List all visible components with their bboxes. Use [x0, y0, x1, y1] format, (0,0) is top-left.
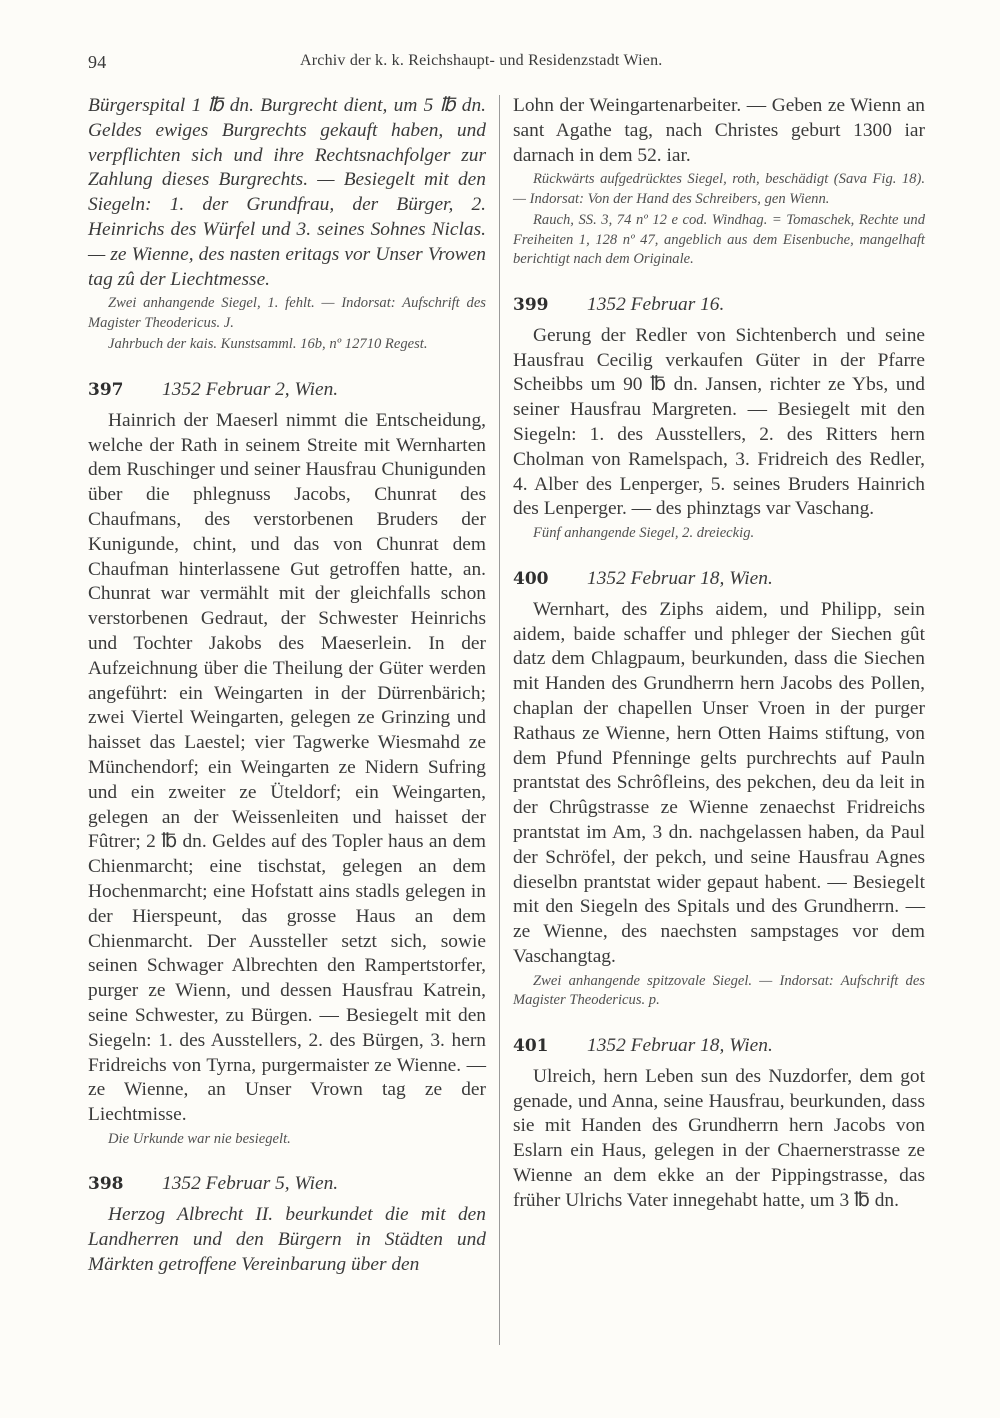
entry-399-note: Fünf anhangende Siegel, 2. dreieckig.	[533, 525, 755, 542]
entry-398-text: Herzog Albrecht II. beurkundet die mit den Landherren und den Bürgern in Städten und Märkten getroffene Vereinbarung über den	[88, 1204, 486, 1276]
entry-401-heading	[513, 1033, 925, 1059]
entry-date: 1352 Februar 16.	[587, 293, 725, 315]
entry-number: 398	[88, 1174, 124, 1195]
entry-number: 400	[513, 568, 549, 589]
running-title: Archiv der k. k. Reichshaupt- und Residenzstadt Wien.	[300, 52, 663, 69]
seal-note: Rückwärts aufgedrücktes Siegel, roth, beschädigt (Sava Fig. 18). — Indorsat: Von der Hand des Schreibers, gen Wienn.	[513, 171, 925, 207]
entry-399-text: Gerung der Redler von Sichtenberch und seine Hausfrau Cecilig verkaufen Güter in der Pfarre Scheibbs um 90 ℔ dn. Jansen, richter ze Ybs, und seiner Hausfrau Margreten. — Besiegelt mit den Siegeln: 1. des Ausstellers, 2. des Ritters hern Cholman von Ramelspach, 3. Fridreich des Redler, 4. Alber des Lenperger, 5. seines Bruders Hainrich des Lenperger. — des phinztags var Vaschang.	[513, 324, 925, 520]
entry-399-heading	[513, 292, 925, 318]
entry-401-text: Ulreich, hern Leben sun des Nuzdorfer, dem got genade, und Anna, seine Hausfrau, beurkunden, dass sie mit Handen des Grundherrn hern Jacobs von Eslarn ein Haus, gelegen in der Chaernerstrasse ze Wienne an dem ekke an der Pippingstrasse, das früher Ulrichs Vater innegehabt hatte, um 3 ℔ dn.	[513, 1065, 925, 1211]
entry-400-heading	[513, 566, 925, 592]
entry-date: 1352 Februar 18, Wien.	[587, 567, 773, 589]
right-column	[513, 94, 925, 1214]
entry-397-note: Die Urkunde war nie besiegelt.	[108, 1130, 291, 1147]
column-divider	[499, 95, 500, 1345]
left-column	[88, 94, 486, 1278]
entry-date: 1352 Februar 5, Wien.	[162, 1173, 339, 1195]
entry-397-heading	[88, 377, 486, 403]
entry-date: 1352 Februar 18, Wien.	[587, 1034, 773, 1056]
entry-400-note: Zwei anhangende spitzovale Siegel. — Indorsat: Aufschrift des Magister Theodericus. p.	[513, 972, 925, 1009]
entry-number: 397	[88, 379, 124, 400]
entry-400-text: Wernhart, des Ziphs aidem, und Philipp, sein aidem, baide schaffer und phleger der Siechen gût datz dem Chlagpaum, beurkunden, dass die Siechen mit Handen des Grundherrn hern Jacobs des Pollen, chaplan der chapellen Unser Vroen in der purger Rathaus ze Wienne, hern Otten Haims stiftung, von dem Pfund Pfenninge gelts purchrechts auf Pauln prantstat des Schrôfleins, des pekchen, deu da leit in der Chrûgstrasse ze Wienne zenaechst Fridreichs prantstat im Am, 3 dn. nachgelassen haben, da Paul der Schröfel, der pekch, und seine Hausfrau Agnes dieselbn prantstat wider gepaut habent. — Besiegelt mit den Siegeln des Spitals und des Grundherrn. — ze Wienne, des naechsten sampstages vor dem Vaschangtag.	[513, 598, 925, 967]
page-header	[88, 52, 918, 76]
seal-note: Zwei anhangende Siegel, 1. fehlt. — Indorsat: Aufschrift des Magister Theodericus. J.	[88, 295, 486, 331]
entry-397-text: Hainrich der Maeserl nimmt die Entscheidung, welche der Rath in seinem Streite mit Wernharten dem Ruschinger und seiner Hausfrau Chunigunden über die phlegnuss Jacobs, Chunrat des Chaufmans, des verstorbenen Bruders der Kunigunde, chint, und das von Chunrat dem Chaufman hinterlassene Gut getroffen hatte, an. Chunrat war vermählt mit der gleichfalls schon verstorbenen Gedraut, der Schwester Heinrichs und Tochter Jakobs des Maeserlein. In der Aufzeichnung über die Theilung der Güter werden angeführt: ein Weingarten in der Dürrenbärich; zwei Viertel Weingarten, gelegen ze Grinzing und haisset das Laestel; vier Tagwerke Wiesmahd ze Münchendorf; ein Weingarten ze Nidern Sufring und ein zweiter ze Üteldorf; ein Weingarten, gelegen an der Weissenleiten und haisset der Fûtrer; 2 ℔ dn. Geldes auf des Topler haus an dem Chienmarcht; eine tischstat, gelegen an dem Hochenmarcht; eine Hofstatt ains stadls gelegen in der Hierspeunt, das grosse Haus an dem Chienmarcht. Der Aussteller setzt sich, sowie seinen Schwager Albrechten den Rampertstorfer, purger ze Wienn, und dessen Hausfrau Katrein, seine Schwester, zu Bürgen. — Besiegelt mit den Siegeln: 1. des Ausstellers, 2. des Bürgen, 3. hern Fridreichs von Tyrna, purgermaister ze Wienne. — ze Wienne, an Unser Vrown tag ze der Liechtmisse.	[88, 409, 486, 1126]
entry-398-heading	[88, 1171, 486, 1197]
entry-number: 399	[513, 294, 549, 315]
reference-note: Rauch, SS. 3, 74 nº 12 e cod. Windhag. = Tomaschek, Rechte und Freiheiten 1, 128 nº 47, angeblich aus dem Eisenbuche, mangelhaft berichtigt nach dem Originale.	[513, 212, 925, 268]
continued-entry-text: Lohn der Weingartenarbeiter. — Geben ze Wienn an sant Agathe tag, nach Christes geburt 1300 iar darnach in dem 52. iar.	[513, 95, 925, 166]
reference-note: Jahrbuch der kais. Kunstsamml. 16b, nº 12710 Regest.	[108, 336, 428, 353]
entry-date: 1352 Februar 2, Wien.	[162, 378, 339, 400]
page-number: 94	[88, 52, 107, 72]
entry-number: 401	[513, 1035, 549, 1056]
continued-entry-text: Bürgerspital 1 ℔ dn. Burgrecht dient, um 5 ℔ dn. Geldes ewiges Burgrechts gekauft haben, und verpflichten sich und ihre Rechtsnachfolger zur Zahlung dieses Burgrechts. — Besiegelt mit den Siegeln: 1. der Grundfrau, der Bürger, 2. Heinrichs des Würfel und 3. seines Sohnes Niclas. — ze Wienne, des nasten eritags vor Unser Vrowen tag zû der Liechtmesse.	[88, 95, 486, 290]
